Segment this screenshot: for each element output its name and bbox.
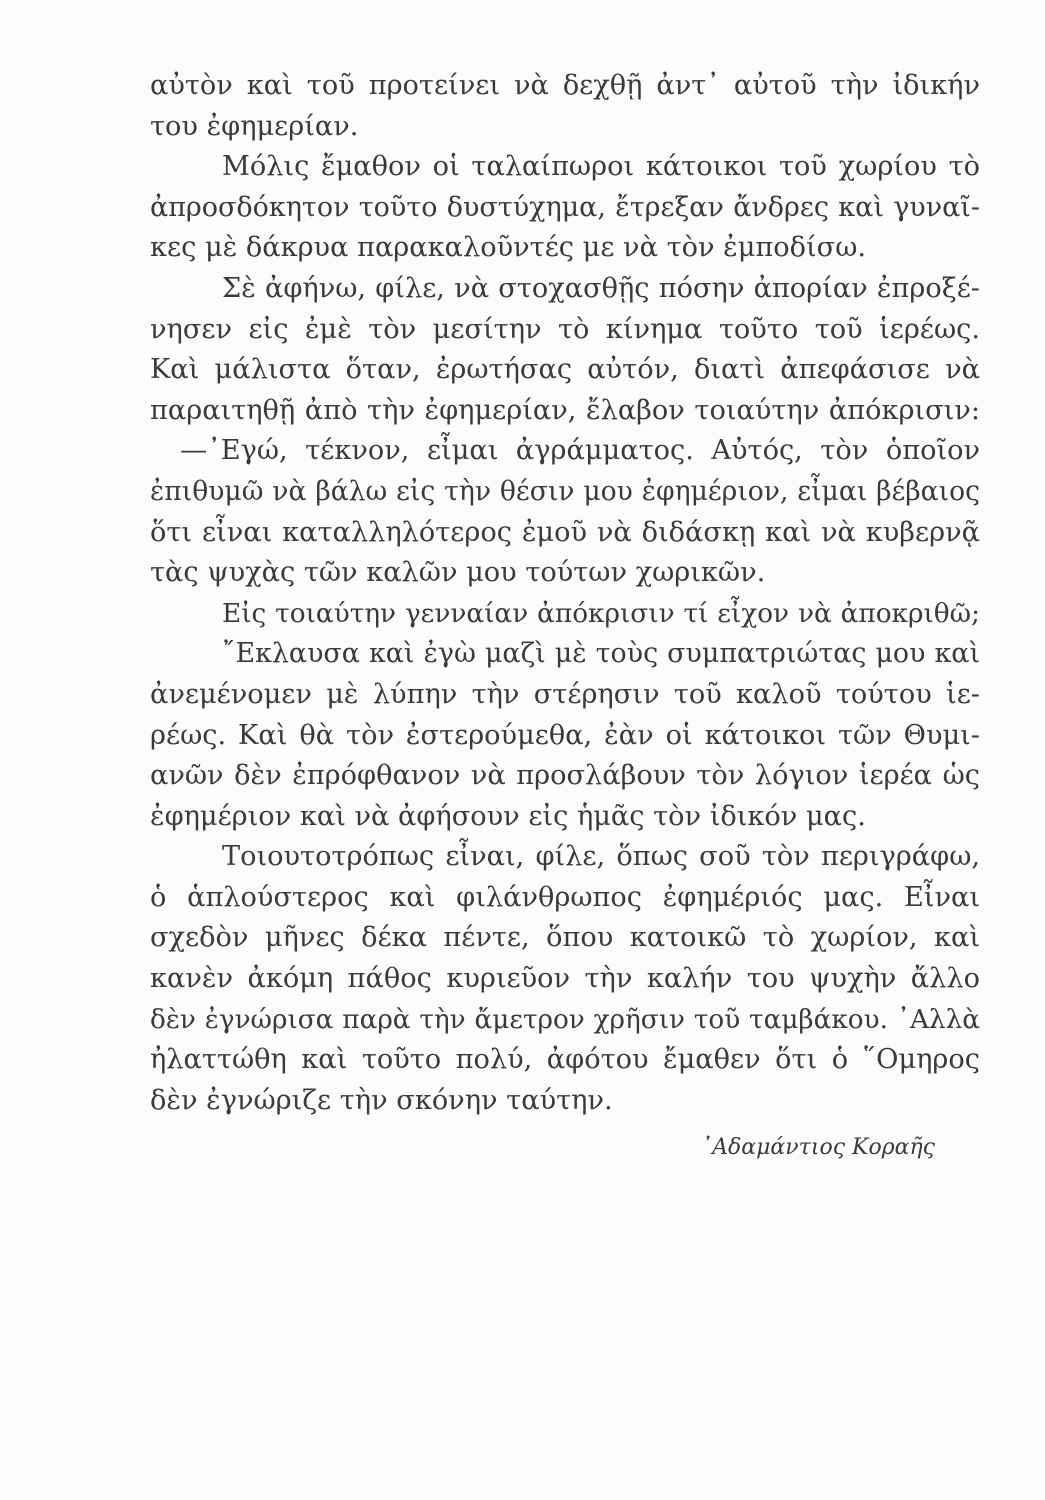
text-line: Μόλις ἔμαθον οἱ ταλαίπωροι κάτοικοι τοῦ χωρίου τὸ <box>222 151 980 183</box>
text-line: κες μὲ δάκρυα παρακαλοῦντές με νὰ τὸν ἐμποδίσω. <box>150 232 867 264</box>
text-line: κανὲν ἀκόμη πάθος κυριεῦον τὴν καλήν του ψυχὴν ἄλλο <box>150 963 980 995</box>
text-line: ἠλαττώθη καὶ τοῦτο πολύ, ἀφότου ἔμαθεν ὅτι ὁ ῞Ομηρος <box>150 1044 980 1076</box>
text-line: ανῶν δὲν ἐπρόφθανον νὰ προσλάβουν τὸν λόγιον ἱερέα ὡς <box>150 760 980 792</box>
text-line: Καὶ μάλιστα ὅταν, ἐρωτήσας αὐτόν, διατὶ ἀπεφάσισε νὰ <box>150 354 980 386</box>
text-line: του ἐφημερίαν. <box>150 110 359 142</box>
text-line: αὐτὸν καὶ τοῦ προτείνει νὰ δεχθῇ ἀντ᾽ αὐτοῦ τὴν ἰδικήν <box>150 70 980 101</box>
text-line: ἐφημέριον καὶ νὰ ἀφήσουν εἰς ἡμᾶς τὸν ἰδικόν μας. <box>150 800 866 832</box>
text-line: ὅτι εἶναι καταλληλότερος ἐμοῦ νὰ διδάσκῃ καὶ νὰ κυβερνᾷ <box>150 516 980 548</box>
text-line: δὲν ἐγνώρισα παρὰ τὴν ἄμετρον χρῆσιν τοῦ ταμβάκου. ᾽Αλλὰ <box>150 1004 980 1035</box>
text-line: ῎Εκλαυσα καὶ ἐγὼ μαζὶ μὲ τοὺς συμπατριώτας μου καὶ <box>222 638 980 670</box>
text-line: τὰς ψυχὰς τῶν καλῶν μου τούτων χωρικῶν. <box>150 557 766 589</box>
text-line: —᾽Εγώ, τέκνον, εἶμαι ἀγράμματος. Αὐτός, τὸν ὁποῖον <box>180 435 980 467</box>
text-line: Εἰς τοιαύτην γενναίαν ἀπόκρισιν τί εἶχον νὰ ἀποκριθῶ; <box>222 598 980 629</box>
text-line: ρέως. Καὶ θὰ τὸν ἐστερούμεθα, ἐὰν οἱ κάτοικοι τῶν Θυμι- <box>150 719 980 751</box>
text-line: Σὲ ἀφήνω, φίλε, νὰ στοχασθῇς πόσην ἀπορίαν ἐπροξέ- <box>222 272 980 304</box>
text-line: δὲν ἐγνώριζε τὴν σκόνην ταύτην. <box>150 1084 613 1116</box>
text-line: σχεδὸν μῆνες δέκα πέντε, ὅπου κατοικῶ τὸ χωρίον, καὶ <box>150 922 980 954</box>
text-line: νησεν εἰς ἐμὲ τὸν μεσίτην τὸ κίνημα τοῦτο τοῦ ἱερέως. <box>150 313 980 345</box>
text-line: ἀνεμένομεν μὲ λύπην τὴν στέρησιν τοῦ καλοῦ τούτου ἱε- <box>150 678 980 710</box>
body-text <box>150 66 980 1121</box>
text-line: ἐπιθυμῶ νὰ βάλω εἰς τὴν θέσιν μου ἐφημέριον, εἶμαι βέβαιος <box>150 475 980 507</box>
text-line: ἀπροσδόκητον τοῦτο δυστύχημα, ἔτρεξαν ἄνδρες καὶ γυναῖ- <box>150 191 980 223</box>
author-signature: ᾽Αδαμάντιος Κοραῆς <box>701 1135 935 1160</box>
text-line: παραιτηθῇ ἀπὸ τὴν ἐφημερίαν, ἔλαβον τοιαύτην ἀπόκρισιν: <box>150 394 980 426</box>
text-line: Τοιουτοτρόπως εἶναι, φίλε, ὅπως σοῦ τὸν περιγράφω, <box>222 841 980 873</box>
text-line: ὁ ἁπλούστερος καὶ φιλάνθρωπος ἐφημέριός μας. Εἶναι <box>150 881 980 913</box>
